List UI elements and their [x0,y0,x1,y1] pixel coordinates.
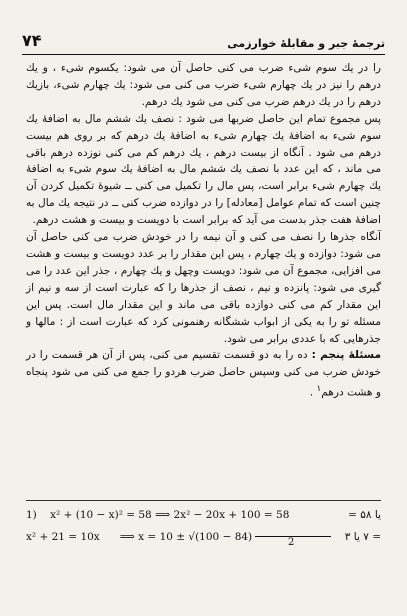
running-title: ترجمهٔ جبر و مقابلهٔ خوارزمی [227,37,385,50]
problem-heading: مسئلهٔ پنجم : [311,349,381,362]
page-body [26,60,381,402]
footnote-separator [26,500,381,501]
problem-text: ده را به دو قسمت تقسیم می کنی، پس از آن هر قسمت را در خودش ضرب می کنی وسپس حاصل ضرب هردو را جمع می کنی می شود پنجاه و هشت درهم [26,349,381,399]
paragraph-3: آنگاه جذرها را نصف می کنی و آن نیمه را در خودش ضرب می کنی حاصل آن می شود: دوازده و یك چهارم ، پس این مقدار را بر عدد دویست و بیست و هشت می افزایی، مجموع آن می شود: دویست وچهل و یك چهارم ، جذر این عدد را می گیری می شود: پانزده و نیم ، نصف از جذرها را که عبارت است از سه و نیم از این مقدار کم می کنی دوازده باقی می ماند و این مقدار مال است. پس این مسئله تو را به یکی از ابواب ششگانه رهنمونی کرد که عبارت است از : مالها و جذرهایی که با عددی برابر می شود. [26,231,381,345]
footnote-equation-1: x² + (10 − x)² = 58 ⟹ 2x² − 20x + 100 = 58 [50,509,290,521]
footnote-mark: ۱ [316,384,322,395]
footnote-result-2: = ۷ یا ۳ [344,531,381,543]
page-number: ۷۴ [22,31,42,50]
problem-tail: . [309,386,317,399]
header-rule [22,54,385,55]
footnote-line-1 [26,506,381,524]
footnote-numerator: 10 ± √(100 − 84) [159,531,253,543]
problem-paragraph [26,347,381,401]
paragraph-1: را در یك سوم شیء ضرب می کنی حاصل آن می شود: یكسوم شیء ، و یك درهم را نیز در یك چهارم شیء ضرب می کنی می شود: یك چهارم شیء، بازیك درهم را در یك درهم ضرب می کنی می شود یك درهم. [26,62,381,108]
footnote-line-2 [26,528,381,546]
footnote-equation-2: x² + 21 = 10x [26,531,100,543]
footnote-arrow: ⟹ x = [119,531,160,543]
page-header [22,28,385,50]
footnote-denominator: 2 [288,537,295,548]
footnote-number: 1) [26,509,37,521]
paragraph-2: پس مجموع تمام این حاصل ضربها می شود : نصف یك ششم مال به اضافهٔ یك سوم شیء به اضافهٔ یك چهارم شیء به اضافهٔ یك درهم که بر روی هم بیست درهم می شود . آنگاه از بیست درهم ، یك درهم کم می کنی نوزده درهم باقی می ماند ، که این عدد با نصف یك ششم مال به اضافهٔ یك سوم شیء به اضافهٔ یك چهارم شیء برابر است، پس مال را تكمیل می کنی ــ شیوهٔ تكمیل کردن آن چنین است که تمام عوامل [معادله] را در دوازده ضرب کنی ــ در نتیجه یك مال به اضافهٔ هفت جذر بدست می آید که برابر است با دویست و بیست و هشت درهم. [26,112,381,227]
footnote-result-1: یا ۵۸ = [348,509,381,521]
